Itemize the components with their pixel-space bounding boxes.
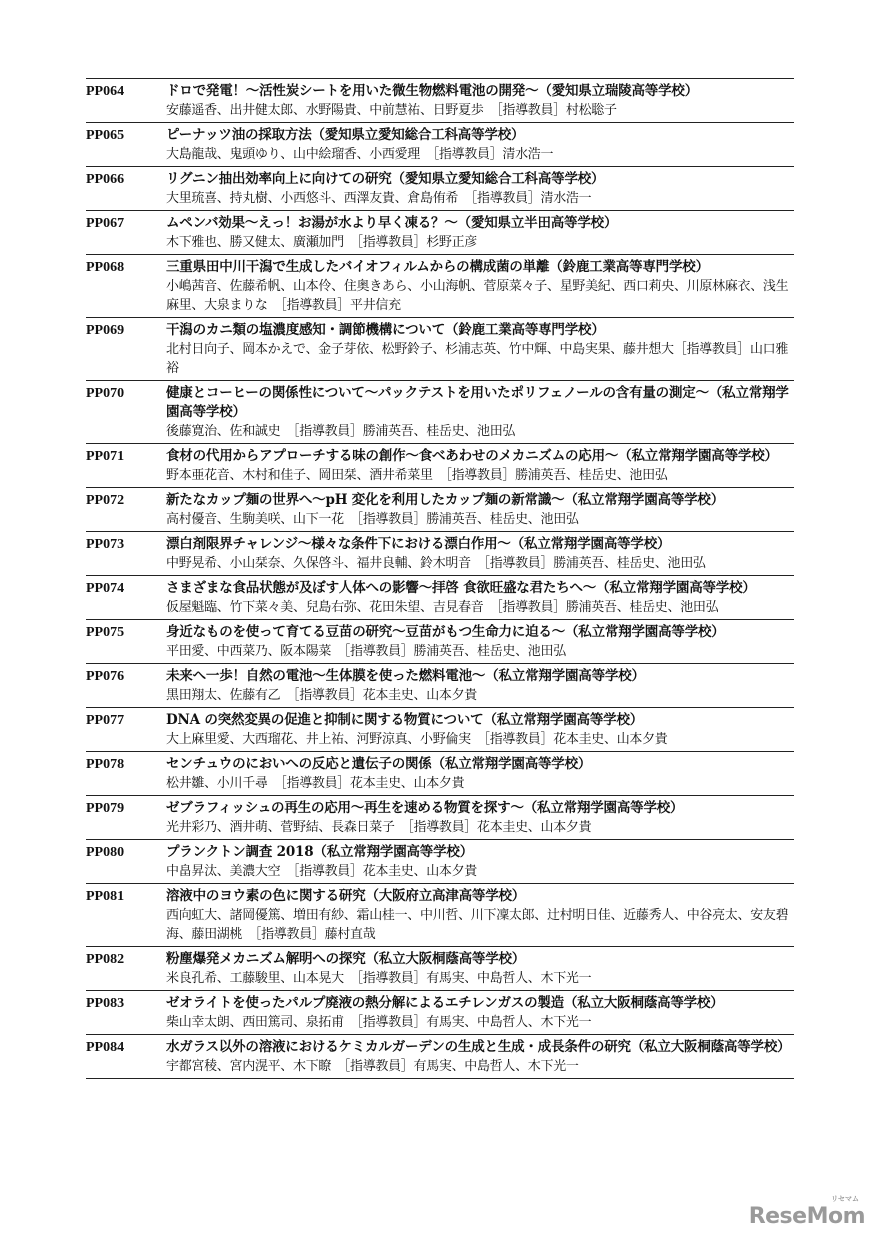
poster-entry xyxy=(86,883,794,946)
entry-title: ムペンバ効果〜えっ！お湯が水より早く凍る？〜（愛知県立半田高等学校） xyxy=(166,215,618,231)
entry-authors: 野本亜花音、木村和佳子、岡田栞、酒井希菜里 ［指導教員］勝浦英吾、桂岳史、池田弘 xyxy=(166,468,668,483)
entry-title: ドロで発電！〜活性炭シートを用いた微生物燃料電池の開発〜（愛知県立瑞陵高等学校） xyxy=(166,83,698,99)
poster-entry xyxy=(86,254,794,317)
entry-code: PP081 xyxy=(86,889,125,904)
poster-entry xyxy=(86,795,794,839)
entry-title: センチュウのにおいへの反応と遺伝子の関係（私立常翔学園高等学校） xyxy=(166,756,592,772)
entry-title: ピーナッツ油の採取方法（愛知県立愛知総合工科高等学校） xyxy=(166,127,525,143)
entry-title: 三重県田中川干潟で生成したバイオフィルムからの構成菌の単離（鈴鹿工業高等専門学校） xyxy=(166,259,709,275)
entry-body xyxy=(166,491,794,529)
entry-title: 未来へ一歩！自然の電池〜生体膜を使った燃料電池〜（私立常翔学園高等学校） xyxy=(166,668,645,684)
entry-code: PP077 xyxy=(86,713,125,728)
entry-body xyxy=(166,535,794,573)
entry-body xyxy=(166,82,794,120)
entry-body xyxy=(166,950,794,988)
entry-body xyxy=(166,258,794,315)
logo-text: ReseMom xyxy=(748,1204,865,1229)
entry-authors: 後藤寛治、佐和誠史 ［指導教員］勝浦英吾、桂岳史、池田弘 xyxy=(166,424,516,439)
entry-code: PP073 xyxy=(86,537,125,552)
entry-body xyxy=(166,126,794,164)
poster-entry xyxy=(86,210,794,254)
entry-title: 干潟のカニ類の塩濃度感知・調節機構について（鈴鹿工業高等専門学校） xyxy=(166,322,605,338)
entry-body xyxy=(166,384,794,441)
entry-authors: 松井雛、小川千尋 ［指導教員］花本圭史、山本夕貴 xyxy=(166,776,465,791)
poster-entry xyxy=(86,707,794,751)
entry-body xyxy=(166,170,794,208)
poster-entry xyxy=(86,946,794,990)
entry-authors: 木下雅也、勝又健太、廣瀬加門 ［指導教員］杉野正彦 xyxy=(166,235,478,250)
entry-title: 新たなカップ麺の世界へ〜pH 変化を利用したカップ麺の新常識〜（私立常翔学園高等学校） xyxy=(166,492,725,508)
entry-code: PP069 xyxy=(86,323,125,338)
entry-code: PP072 xyxy=(86,493,125,508)
poster-entry xyxy=(86,487,794,531)
entry-body xyxy=(166,667,794,705)
entry-authors: 大里琉喜、持丸樹、小西悠斗、西澤友貴、倉島侑希 ［指導教員］清水浩一 xyxy=(166,191,592,206)
poster-entry xyxy=(86,751,794,795)
entry-code: PP068 xyxy=(86,260,125,275)
entry-code: PP075 xyxy=(86,625,125,640)
entry-code: PP079 xyxy=(86,801,125,816)
entry-body xyxy=(166,887,794,944)
entry-body xyxy=(166,321,794,378)
entry-title: 食材の代用からアプローチする味の創作〜食べあわせのメカニズムの応用〜（私立常翔学園高等学校） xyxy=(166,448,778,464)
entry-authors: 小嶋茜音、佐藤希帆、山本伶、住奥きあら、小山海帆、菅原菜々子、星野美紀、西口莉央、川原林麻衣、浅生麻里、大泉まりな ［指導教員］平井信充 xyxy=(166,279,789,313)
entry-code: PP065 xyxy=(86,128,125,143)
entry-title: プランクトン調査 2018（私立常翔学園高等学校） xyxy=(166,844,474,860)
entry-authors: 中畠昇汰、美濃大空 ［指導教員］花本圭史、山本夕貴 xyxy=(166,864,478,879)
entry-authors: 柴山幸太朗、西田篤司、泉拓甫 ［指導教員］有馬実、中島哲人、木下光一 xyxy=(166,1015,592,1030)
entry-body xyxy=(166,755,794,793)
entry-title: 粉塵爆発メカニズム解明への探究（私立大阪桐蔭高等学校） xyxy=(166,951,526,967)
poster-entry xyxy=(86,575,794,619)
entry-code: PP078 xyxy=(86,757,125,772)
entry-body xyxy=(166,623,794,661)
poster-entry xyxy=(86,166,794,210)
entry-code: PP082 xyxy=(86,952,125,967)
poster-entry xyxy=(86,531,794,575)
entry-code: PP064 xyxy=(86,84,125,99)
poster-list xyxy=(86,78,794,1079)
entry-title: ゼオライトを使ったパルプ廃液の熱分解によるエチレンガスの製造（私立大阪桐蔭高等学校） xyxy=(166,995,724,1011)
poster-entry xyxy=(86,839,794,883)
entry-authors: 仮屋魁臨、竹下菜々美、兒島右弥、花田朱望、吉見春音 ［指導教員］勝浦英吾、桂岳史、池田弘 xyxy=(166,600,719,615)
entry-authors: 北村日向子、岡本かえで、金子芽依、松野鈴子、杉浦志英、竹中輝、中島実果、藤井想大［指導教員］山口雅裕 xyxy=(166,342,789,376)
entry-authors: 黒田翔太、佐藤有乙 ［指導教員］花本圭史、山本夕貴 xyxy=(166,688,478,703)
entry-title: リグニン抽出効率向上に向けての研究（愛知県立愛知総合工科高等学校） xyxy=(166,171,605,187)
entry-authors: 米良孔希、工藤駿里、山本晃大 ［指導教員］有馬実、中島哲人、木下光一 xyxy=(166,971,592,986)
entry-code: PP070 xyxy=(86,386,125,401)
entry-body xyxy=(166,711,794,749)
entry-code: PP076 xyxy=(86,669,125,684)
entry-authors: 大上麻里愛、大西瑠花、井上祐、河野涼真、小野倫実 ［指導教員］花本圭史、山本夕貴 xyxy=(166,732,668,747)
entry-title: 身近なものを使って育てる豆苗の研究〜豆苗がもつ生命力に迫る〜（私立常翔学園高等学校） xyxy=(166,624,725,640)
entry-code: PP066 xyxy=(86,172,125,187)
entry-title: 漂白剤限界チャレンジ〜様々な条件下における漂白作用〜（私立常翔学園高等学校） xyxy=(166,536,671,552)
poster-entry xyxy=(86,1034,794,1079)
entry-authors: 宇都宮稜、宮内滉平、木下瞭 ［指導教員］有馬実、中島哲人、木下光一 xyxy=(166,1059,579,1074)
entry-body xyxy=(166,214,794,252)
entry-title: ゼブラフィッシュの再生の応用〜再生を速める物質を探す〜（私立常翔学園高等学校） xyxy=(166,800,684,816)
logo-subtext: リセマム xyxy=(831,1195,859,1203)
entry-title: 水ガラス以外の溶液におけるケミカルガーデンの生成と生成・成長条件の研究（私立大阪桐蔭高等学校） xyxy=(166,1039,791,1055)
entry-authors: 光井彩乃、酒井萌、菅野結、長森日菜子 ［指導教員］花本圭史、山本夕貴 xyxy=(166,820,592,835)
entry-body xyxy=(166,843,794,881)
entry-code: PP071 xyxy=(86,449,125,464)
entry-authors: 安藤遥香、出井健太郎、水野陽貴、中前慧祐、日野夏歩 ［指導教員］村松聡子 xyxy=(166,103,617,118)
poster-entry xyxy=(86,122,794,166)
entry-code: PP084 xyxy=(86,1040,125,1055)
entry-title: さまざまな食品状態が及ぼす人体への影響〜拝啓 食欲旺盛な君たちへ〜（私立常翔学園高等学校） xyxy=(166,580,756,596)
poster-entry xyxy=(86,380,794,443)
poster-entry xyxy=(86,443,794,487)
entry-body xyxy=(166,994,794,1032)
entry-body xyxy=(166,447,794,485)
entry-code: PP083 xyxy=(86,996,125,1011)
entry-title: 健康とコーヒーの関係性について〜パックテストを用いたポリフェノールの含有量の測定〜（私立常翔学園高等学校） xyxy=(166,385,789,420)
entry-body xyxy=(166,1038,794,1076)
entry-authors: 西向虹大、諸岡優篤、増田有紗、霜山桂一、中川哲、川下凜太郎、辻村明日佳、近藤秀人、中谷亮太、安友碧海、藤田湖桃 ［指導教員］藤村直哉 xyxy=(166,908,789,942)
entry-title: DNA の突然変異の促進と抑制に関する物質について（私立常翔学園高等学校） xyxy=(166,712,644,728)
entry-code: PP074 xyxy=(86,581,125,596)
entry-authors: 平田愛、中西菜乃、阪本陽菜 ［指導教員］勝浦英吾、桂岳史、池田弘 xyxy=(166,644,566,659)
entry-authors: 高村優音、生駒美咲、山下一花 ［指導教員］勝浦英吾、桂岳史、池田弘 xyxy=(166,512,579,527)
entry-authors: 大島龍哉、鬼頭ゆり、山中絵瑠香、小西愛理 ［指導教員］清水浩一 xyxy=(166,147,554,162)
poster-entry xyxy=(86,990,794,1034)
resemom-logo xyxy=(748,1195,865,1229)
entry-code: PP080 xyxy=(86,845,125,860)
poster-entry xyxy=(86,663,794,707)
entry-body xyxy=(166,579,794,617)
poster-entry xyxy=(86,619,794,663)
entry-authors: 中野晃希、小山栞奈、久保啓斗、福井良輔、鈴木明音 ［指導教員］勝浦英吾、桂岳史、池田弘 xyxy=(166,556,706,571)
entry-title: 溶液中のヨウ素の色に関する研究（大阪府立高津高等学校） xyxy=(166,888,526,904)
entry-code: PP067 xyxy=(86,216,125,231)
poster-entry xyxy=(86,317,794,380)
entry-body xyxy=(166,799,794,837)
poster-entry xyxy=(86,78,794,122)
